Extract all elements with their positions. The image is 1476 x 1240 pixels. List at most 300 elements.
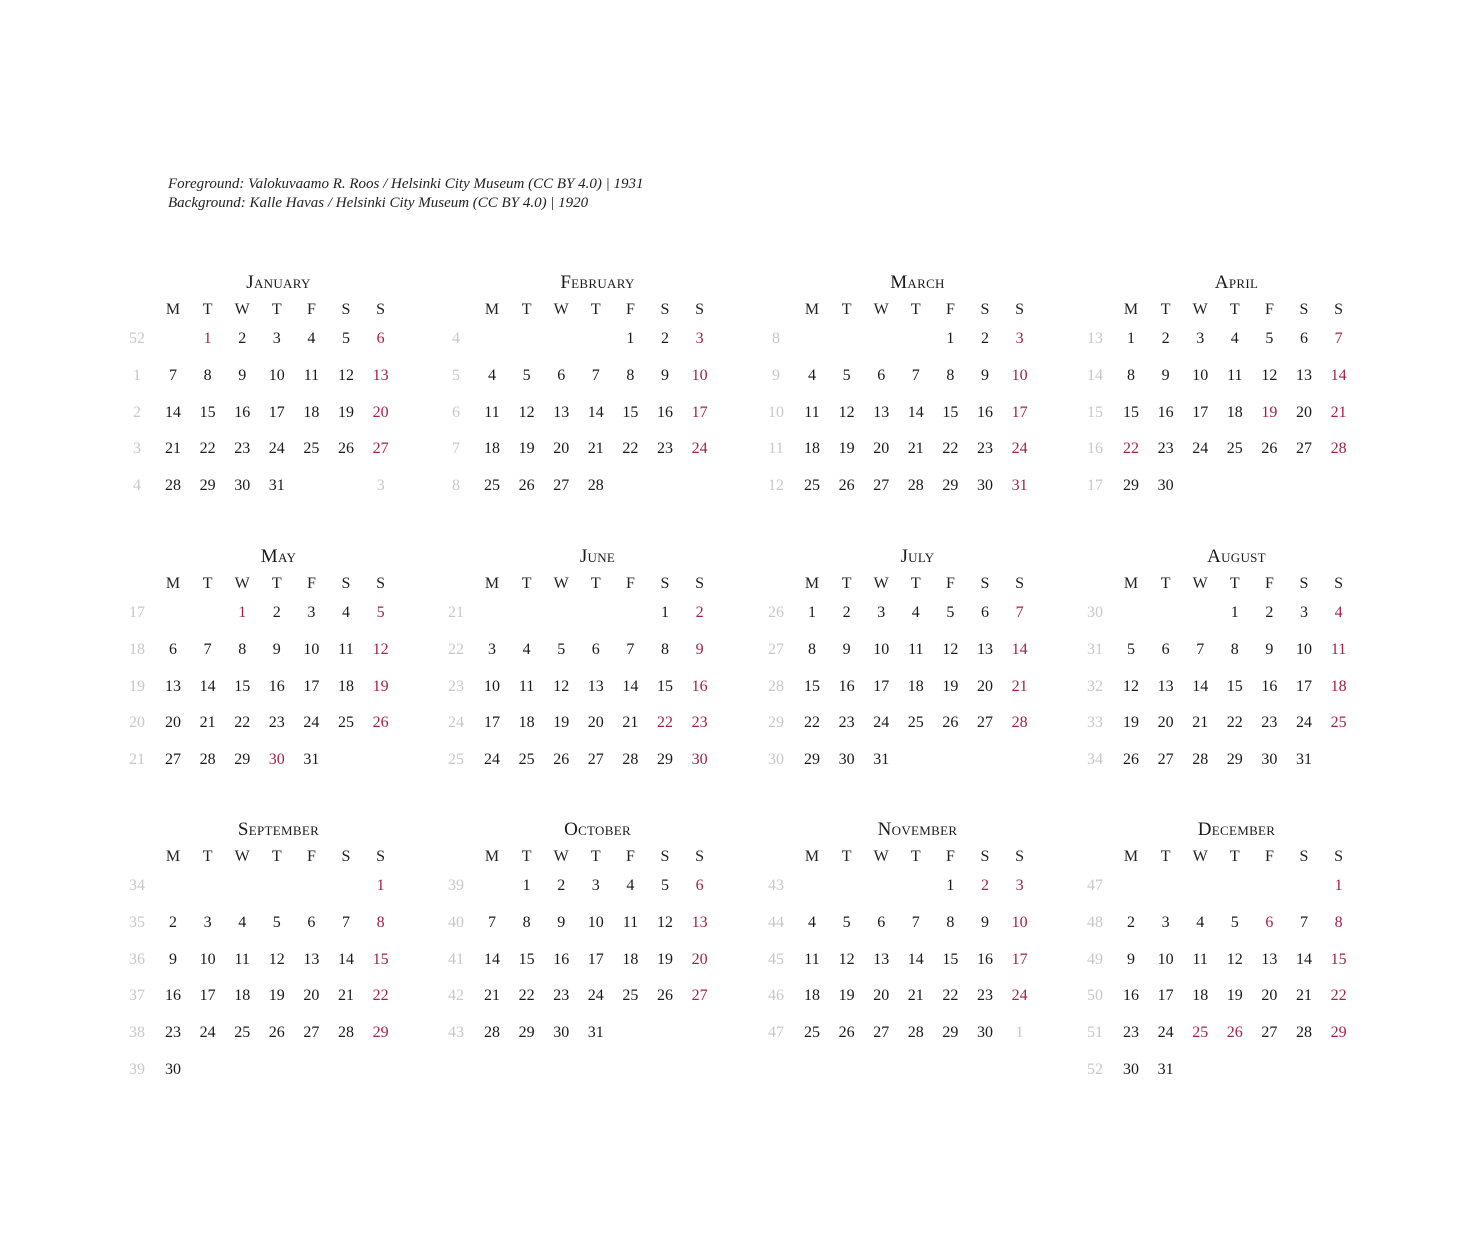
day-cell: 5 (557, 640, 566, 658)
day-cell: 29 (1226, 751, 1243, 769)
month-may (122, 546, 397, 796)
day-cell: 7 (169, 366, 177, 384)
day-cell: 30 (1261, 751, 1278, 769)
day-cell: 12 (553, 677, 570, 695)
day-cell: 1 (522, 877, 531, 894)
weekday-header: S (376, 301, 386, 318)
day-cell: 8 (946, 366, 955, 384)
day-cell: 29 (657, 751, 673, 769)
day-cell: 21 (1011, 677, 1028, 695)
day-cell: 30 (691, 751, 708, 769)
day-cell: 18 (303, 403, 320, 421)
day-cell: 28 (1011, 714, 1028, 732)
day-cell: 6 (877, 913, 886, 931)
day-cell: 11 (1330, 640, 1347, 658)
day-cell: 30 (553, 1024, 570, 1042)
day-cell: 17 (1011, 403, 1028, 421)
week-number: 51 (1087, 1024, 1103, 1042)
week-number: 35 (129, 913, 145, 931)
day-cell: 9 (272, 640, 281, 658)
week-number: 7 (452, 440, 460, 458)
day-cell: 31 (1157, 1061, 1174, 1078)
day-cell: 12 (838, 950, 855, 968)
day-cell: 16 (1123, 987, 1139, 1005)
day-cell: 14 (484, 950, 500, 968)
day-cell: 9 (1161, 366, 1170, 384)
day-cell: 3 (1015, 877, 1024, 894)
weekday-header: S (695, 301, 705, 318)
day-cell: 28 (907, 1024, 924, 1042)
weekday-header: T (521, 848, 532, 865)
week-number: 34 (1087, 751, 1103, 769)
day-cell: 27 (303, 1024, 320, 1042)
day-cell: 14 (907, 403, 924, 421)
day-cell: 3 (1015, 330, 1024, 347)
day-cell: 21 (165, 440, 181, 458)
day-cell: 25 (804, 477, 820, 495)
day-cell: 20 (977, 677, 993, 695)
day-cell: 5 (946, 604, 955, 621)
day-cell: 22 (372, 987, 389, 1005)
week-number: 43 (768, 877, 784, 894)
day-cell: 22 (804, 714, 820, 732)
week-number: 24 (448, 714, 464, 732)
week-number: 14 (1087, 366, 1103, 384)
weekday-header: F (1264, 575, 1274, 592)
week-number: 26 (768, 604, 784, 621)
day-cell: 19 (372, 677, 389, 695)
weekday-header: W (234, 575, 250, 592)
day-cell: 10 (587, 913, 604, 931)
week-number: 31 (1087, 640, 1103, 658)
day-cell: 19 (942, 677, 959, 695)
day-cell: 25 (484, 477, 500, 495)
day-cell: 29 (199, 477, 216, 495)
week-number: 20 (129, 714, 145, 732)
week-number: 18 (129, 640, 145, 658)
weekday-header: S (1015, 575, 1025, 592)
day-cell: 6 (591, 640, 600, 658)
day-cell: 25 (1226, 440, 1243, 458)
weekday-header: S (695, 575, 705, 592)
week-number: 50 (1087, 987, 1103, 1005)
day-cell: 26 (518, 477, 535, 495)
weekday-header: S (980, 301, 990, 318)
day-cell: 5 (272, 913, 281, 931)
day-cell: 10 (268, 366, 285, 384)
month-december (1080, 819, 1355, 1078)
day-cell: 5 (1265, 330, 1274, 347)
day-cell: 9 (1265, 640, 1274, 658)
week-number: 36 (129, 950, 145, 968)
day-cell: 16 (1157, 403, 1174, 421)
day-cell: 25 (622, 987, 639, 1005)
weekday-header: F (625, 575, 635, 592)
day-cell: 4 (1230, 330, 1239, 347)
day-cell: 12 (338, 366, 354, 384)
weekday-header: T (271, 575, 282, 592)
weekday-header: F (1264, 301, 1274, 318)
day-cell: 29 (942, 1024, 959, 1042)
day-cell: 25 (518, 751, 535, 769)
day-cell: 24 (587, 987, 604, 1005)
day-cell: 28 (199, 751, 216, 769)
day-cell: 17 (691, 403, 708, 421)
weekday-header: S (980, 848, 990, 865)
day-cell: 20 (372, 403, 389, 421)
day-cell: 15 (372, 950, 389, 968)
day-cell: 11 (804, 403, 820, 421)
weekday-header: M (1123, 575, 1139, 592)
day-cell: 30 (1123, 1061, 1139, 1078)
weekday-header: W (873, 301, 889, 318)
day-cell: 6 (557, 366, 566, 384)
day-cell: 3 (591, 877, 600, 894)
weekday-header: M (165, 575, 181, 592)
day-cell: 29 (234, 751, 251, 769)
week-number: 22 (448, 640, 464, 658)
day-cell: 18 (484, 440, 500, 458)
week-number: 8 (452, 477, 460, 495)
week-number: 17 (1087, 477, 1103, 495)
day-cell: 23 (553, 987, 570, 1005)
month-title: August (1207, 546, 1266, 567)
day-cell: 26 (1123, 751, 1139, 769)
month-january (122, 272, 397, 522)
day-cell: 15 (942, 950, 959, 968)
day-cell: 20 (587, 714, 604, 732)
week-number: 1 (133, 366, 141, 384)
day-cell: 24 (1157, 1024, 1174, 1042)
day-cell: 12 (1261, 366, 1278, 384)
day-cell: 12 (1123, 677, 1139, 695)
day-cell: 20 (1296, 403, 1312, 421)
week-number: 8 (772, 330, 780, 347)
day-cell: 26 (1261, 440, 1278, 458)
day-cell: 2 (981, 877, 989, 894)
week-number: 37 (129, 987, 145, 1005)
day-cell: 15 (622, 403, 639, 421)
week-number: 39 (448, 877, 464, 894)
day-cell: 26 (372, 714, 389, 732)
day-cell: 2 (1265, 604, 1274, 621)
day-cell: 18 (1192, 987, 1209, 1005)
credit-background: Background: Kalle Havas / Helsinki City Museum (CC BY 4.0) | 1920 (168, 195, 589, 211)
day-cell: 13 (1157, 677, 1174, 695)
day-cell: 17 (873, 677, 890, 695)
month-title: June (579, 546, 616, 567)
day-cell: 13 (873, 950, 890, 968)
month-title: April (1214, 272, 1259, 293)
day-cell: 4 (911, 604, 920, 621)
weekday-header: S (1334, 301, 1344, 318)
day-cell: 10 (1192, 366, 1209, 384)
day-cell: 14 (587, 403, 604, 421)
day-cell: 13 (165, 677, 181, 695)
day-cell: 6 (1265, 913, 1274, 931)
day-cell: 10 (1011, 913, 1028, 931)
day-cell: 28 (1296, 1024, 1312, 1042)
day-cell: 15 (518, 950, 535, 968)
day-cell: 10 (873, 640, 890, 658)
day-cell: 31 (1296, 751, 1312, 769)
day-cell: 28 (484, 1024, 500, 1042)
day-cell: 8 (808, 640, 816, 658)
day-cell: 16 (268, 677, 285, 695)
day-cell: 16 (657, 403, 673, 421)
day-cell: 7 (1300, 913, 1308, 931)
day-cell: 16 (553, 950, 570, 968)
day-cell: 19 (838, 987, 855, 1005)
day-cell: 25 (1192, 1024, 1209, 1042)
day-cell: 23 (1123, 1024, 1139, 1042)
day-cell: 7 (911, 913, 920, 931)
day-cell: 8 (522, 913, 531, 931)
day-cell: 18 (518, 714, 535, 732)
week-number: 6 (452, 403, 460, 421)
month-september (122, 819, 397, 1078)
day-cell: 5 (1127, 640, 1135, 658)
week-number: 9 (772, 366, 780, 384)
day-cell: 29 (942, 477, 959, 495)
day-cell: 7 (342, 913, 350, 931)
weekday-header: T (590, 575, 601, 592)
day-cell: 10 (1157, 950, 1174, 968)
weekday-header: F (625, 301, 635, 318)
day-cell: 23 (268, 714, 285, 732)
day-cell: 25 (907, 714, 924, 732)
day-cell: 21 (199, 714, 216, 732)
week-number: 47 (768, 1024, 784, 1042)
day-cell: 15 (234, 677, 251, 695)
day-cell: 24 (1296, 714, 1312, 732)
day-cell: 2 (1161, 330, 1170, 347)
day-cell: 7 (1015, 604, 1024, 621)
day-cell: 17 (199, 987, 216, 1005)
day-cell: 2 (695, 604, 704, 621)
day-cell: 2 (981, 330, 989, 347)
day-cell: 23 (657, 440, 673, 458)
week-number: 38 (129, 1024, 145, 1042)
week-number: 12 (768, 477, 784, 495)
month-title: July (900, 546, 935, 567)
day-cell: 26 (657, 987, 673, 1005)
day-cell: 19 (268, 987, 285, 1005)
day-cell: 19 (553, 714, 570, 732)
day-cell: 8 (1334, 913, 1343, 931)
weekday-header: S (660, 575, 670, 592)
day-cell: 1 (661, 604, 669, 621)
day-cell: 13 (1296, 366, 1312, 384)
day-cell: 18 (234, 987, 251, 1005)
day-cell: 21 (484, 987, 500, 1005)
day-cell: 12 (657, 913, 673, 931)
day-cell: 9 (981, 366, 989, 384)
week-number: 2 (133, 403, 141, 421)
month-october (441, 819, 716, 1069)
day-cell: 25 (804, 1024, 820, 1042)
weekday-header: M (484, 301, 500, 318)
day-cell: 1 (808, 604, 816, 621)
day-cell: 15 (1226, 677, 1243, 695)
weekday-header: T (841, 301, 852, 318)
day-cell: 24 (199, 1024, 216, 1042)
day-cell: 6 (695, 877, 704, 894)
day-cell: 13 (873, 403, 890, 421)
weekday-header: S (341, 848, 351, 865)
day-cell: 27 (587, 751, 604, 769)
day-cell: 20 (873, 987, 890, 1005)
day-cell: 19 (338, 403, 354, 421)
week-number: 17 (129, 604, 145, 621)
week-number: 21 (129, 751, 145, 769)
weekday-header: W (873, 575, 889, 592)
day-cell: 27 (873, 1024, 890, 1042)
day-cell: 30 (977, 477, 993, 495)
day-cell: 1 (626, 330, 635, 347)
day-cell: 2 (1127, 913, 1135, 931)
day-cell: 21 (907, 987, 924, 1005)
day-cell: 24 (268, 440, 285, 458)
weekday-header: T (521, 575, 532, 592)
weekday-header: W (234, 848, 250, 865)
day-cell: 28 (907, 477, 924, 495)
day-cell: 25 (1330, 714, 1347, 732)
day-cell: 10 (484, 677, 500, 695)
weekday-header: T (1160, 848, 1171, 865)
month-title: December (1197, 819, 1276, 840)
weekday-header: T (202, 575, 213, 592)
day-cell: 19 (518, 440, 535, 458)
day-cell: 21 (338, 987, 354, 1005)
day-cell: 8 (946, 913, 955, 931)
day-cell: 10 (691, 366, 708, 384)
week-number: 33 (1087, 714, 1103, 732)
day-cell: 9 (557, 913, 566, 931)
weekday-header: F (306, 301, 316, 318)
month-february (441, 272, 716, 522)
weekday-header: T (1160, 575, 1171, 592)
day-cell: 15 (1123, 403, 1139, 421)
day-cell: 17 (1011, 950, 1028, 968)
day-cell: 8 (661, 640, 669, 658)
day-cell: 24 (1011, 987, 1028, 1005)
month-june (441, 546, 716, 796)
day-cell: 9 (842, 640, 851, 658)
weekday-header: S (341, 301, 351, 318)
day-cell: 15 (657, 677, 673, 695)
day-cell: 1 (1230, 604, 1239, 621)
day-cell: 8 (626, 366, 635, 384)
weekday-header: F (306, 848, 316, 865)
day-cell: 17 (268, 403, 285, 421)
day-cell: 23 (1261, 714, 1278, 732)
day-cell: 15 (199, 403, 216, 421)
weekday-header: F (945, 848, 955, 865)
weekday-header: T (841, 848, 852, 865)
week-number: 45 (768, 950, 784, 968)
weekday-header: W (234, 301, 250, 318)
weekday-header: T (202, 301, 213, 318)
day-cell: 5 (1230, 913, 1239, 931)
day-cell: 7 (488, 913, 496, 931)
day-cell: 20 (165, 714, 181, 732)
day-cell: 7 (911, 366, 920, 384)
day-cell: 28 (1330, 440, 1347, 458)
weekday-header: F (1264, 848, 1274, 865)
day-cell: 14 (1192, 677, 1209, 695)
day-cell: 12 (268, 950, 285, 968)
month-title: October (564, 819, 631, 840)
week-number: 43 (448, 1024, 464, 1042)
day-cell: 16 (838, 677, 855, 695)
day-cell: 29 (1123, 477, 1139, 495)
day-cell: 31 (303, 751, 320, 769)
day-cell: 13 (977, 640, 993, 658)
day-cell: 11 (804, 950, 820, 968)
day-cell: 24 (484, 751, 500, 769)
day-cell: 21 (907, 440, 924, 458)
day-cell: 27 (873, 477, 890, 495)
day-cell: 27 (372, 440, 389, 458)
week-number: 4 (133, 477, 141, 495)
day-cell: 1 (203, 330, 212, 347)
weekday-header: T (1160, 301, 1171, 318)
day-cell: 3 (272, 330, 281, 347)
day-cell: 13 (303, 950, 320, 968)
weekday-header: S (660, 301, 670, 318)
day-cell: 23 (977, 440, 993, 458)
day-cell: 18 (338, 677, 354, 695)
day-cell: 16 (691, 677, 708, 695)
week-number: 34 (129, 877, 145, 894)
day-cell: 20 (553, 440, 570, 458)
day-cell: 9 (1127, 950, 1135, 968)
weekday-header: S (1299, 301, 1309, 318)
day-cell: 26 (553, 751, 570, 769)
day-cell: 18 (1226, 403, 1243, 421)
weekday-header: F (306, 575, 316, 592)
day-cell: 2 (238, 330, 247, 347)
week-number: 40 (448, 913, 464, 931)
weekday-header: T (271, 848, 282, 865)
day-cell: 17 (303, 677, 320, 695)
day-cell: 27 (1296, 440, 1312, 458)
day-cell: 6 (1300, 330, 1308, 347)
day-cell: 3 (877, 604, 886, 621)
day-cell: 22 (1330, 987, 1347, 1005)
day-cell: 9 (238, 366, 247, 384)
day-cell: 12 (1226, 950, 1243, 968)
weekday-header: S (1299, 575, 1309, 592)
day-cell: 16 (977, 403, 993, 421)
day-cell: 13 (372, 366, 389, 384)
day-cell: 3 (203, 913, 212, 931)
day-cell: 2 (272, 604, 281, 621)
weekday-header: M (484, 848, 500, 865)
day-cell: 11 (1192, 950, 1208, 968)
day-cell: 23 (165, 1024, 181, 1042)
day-cell: 14 (622, 677, 639, 695)
day-cell: 13 (1261, 950, 1278, 968)
day-cell: 26 (838, 477, 855, 495)
weekday-header: F (945, 575, 955, 592)
day-cell: 6 (376, 330, 385, 347)
week-number: 47 (1087, 877, 1103, 894)
day-cell: 22 (622, 440, 639, 458)
day-cell: 28 (338, 1024, 354, 1042)
day-cell: 27 (553, 477, 570, 495)
